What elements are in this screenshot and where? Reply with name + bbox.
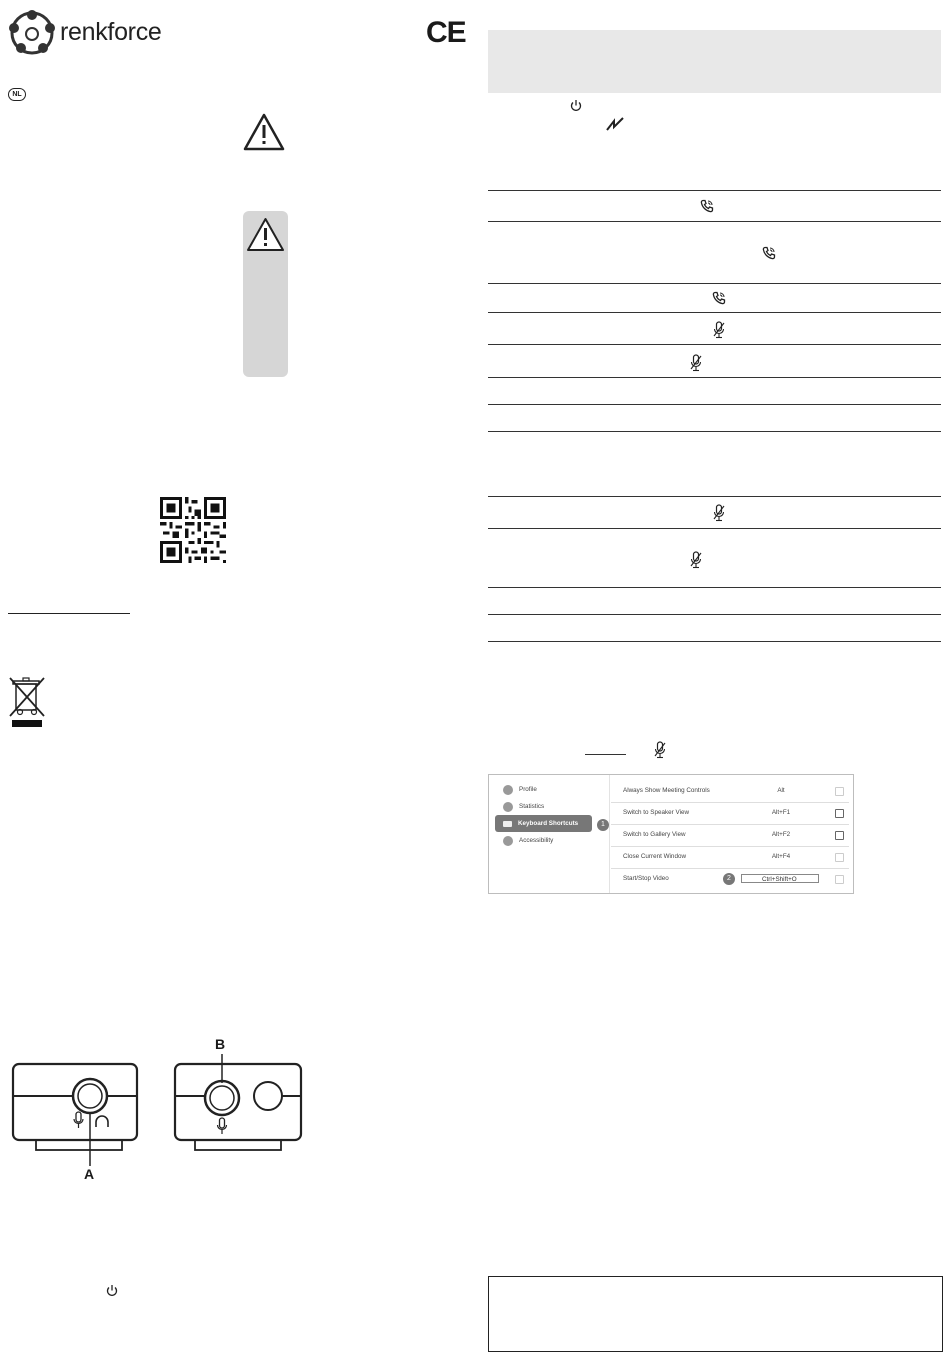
table-rule — [488, 312, 941, 313]
notice-box — [488, 1276, 943, 1352]
table-rule — [488, 404, 941, 405]
statistics-icon — [503, 802, 513, 812]
shortcut-row[interactable] — [611, 803, 849, 825]
table-rule — [488, 528, 941, 529]
shortcut-label: Close Current Window — [623, 853, 686, 860]
device-figure-b — [172, 1036, 304, 1161]
accessibility-icon — [503, 836, 513, 846]
mic-mute-icon — [713, 504, 725, 527]
power-icon — [106, 1284, 118, 1302]
shortcut-keys: Alt — [777, 787, 785, 794]
sidebar-divider — [609, 775, 610, 893]
shortcut-row[interactable] — [611, 847, 849, 869]
table-rule — [488, 641, 941, 642]
table-header-band — [488, 30, 941, 93]
mic-mute-icon — [654, 741, 666, 764]
keyboard-icon — [503, 821, 512, 827]
table-rule — [488, 377, 941, 378]
brand-name: renkforce — [60, 18, 162, 46]
language-badge: NL — [8, 88, 26, 101]
shortcut-checkbox[interactable] — [835, 875, 844, 884]
warning-icon — [243, 113, 285, 156]
mic-mute-icon — [690, 354, 702, 377]
mic-mute-icon — [713, 321, 725, 344]
sidebar-item-statistics[interactable]: Statistics — [495, 798, 592, 815]
renkforce-logo-icon — [8, 9, 56, 55]
mic-mute-icon — [690, 551, 702, 574]
callout-1: 1 — [597, 819, 609, 831]
table-rule — [488, 587, 941, 588]
profile-icon — [503, 785, 513, 795]
shortcut-row[interactable] — [611, 781, 849, 803]
phone-call-icon — [712, 291, 726, 310]
callout-2: 2 — [723, 873, 735, 885]
shortcut-checkbox[interactable] — [835, 853, 844, 862]
underlined-link — [8, 613, 130, 614]
warning-icon — [243, 215, 288, 255]
shortcut-checkbox[interactable] — [835, 787, 844, 796]
ce-mark: CE — [426, 16, 466, 49]
shortcut-label: Switch to Speaker View — [623, 809, 690, 816]
table-rule — [488, 344, 941, 345]
sidebar-item-accessibility[interactable]: Accessibility — [495, 832, 592, 849]
weee-bin-icon — [8, 676, 46, 733]
table-rule — [488, 190, 941, 191]
sidebar-item-profile[interactable]: Profile — [495, 781, 592, 798]
shortcut-label: Always Show Meeting Controls — [623, 787, 710, 794]
label-a: A — [84, 1166, 95, 1182]
settings-sidebar — [495, 781, 592, 849]
shortcut-key-input[interactable]: Ctrl+Shift+O — [741, 874, 819, 883]
shortcut-keys: Alt+F4 — [771, 853, 791, 860]
shortcut-keys: Alt+F2 — [771, 831, 791, 838]
settings-screenshot — [488, 774, 854, 894]
underlined-link — [585, 754, 626, 755]
pairing-icon — [606, 117, 624, 136]
shortcut-keys: Alt+F1 — [771, 809, 791, 816]
shortcut-checkbox[interactable] — [835, 809, 844, 818]
brand-logo — [8, 9, 56, 55]
table-rule — [488, 431, 941, 432]
qr-code-icon — [160, 497, 226, 568]
table-rule — [488, 283, 941, 284]
phone-call-icon — [762, 246, 776, 265]
shortcut-label: Start/Stop Video — [623, 875, 669, 882]
label-b: B — [215, 1036, 226, 1052]
sidebar-item-keyboard-shortcuts[interactable]: Keyboard Shortcuts — [495, 815, 592, 832]
device-figure-a — [10, 1058, 140, 1183]
shortcut-checkbox[interactable] — [835, 831, 844, 840]
power-icon — [570, 99, 582, 117]
warning-panel — [243, 211, 288, 377]
shortcut-label: Switch to Gallery View — [623, 831, 686, 838]
phone-call-icon — [700, 199, 714, 218]
table-rule — [488, 221, 941, 222]
table-rule — [488, 496, 941, 497]
shortcut-row[interactable] — [611, 825, 849, 847]
table-rule — [488, 614, 941, 615]
